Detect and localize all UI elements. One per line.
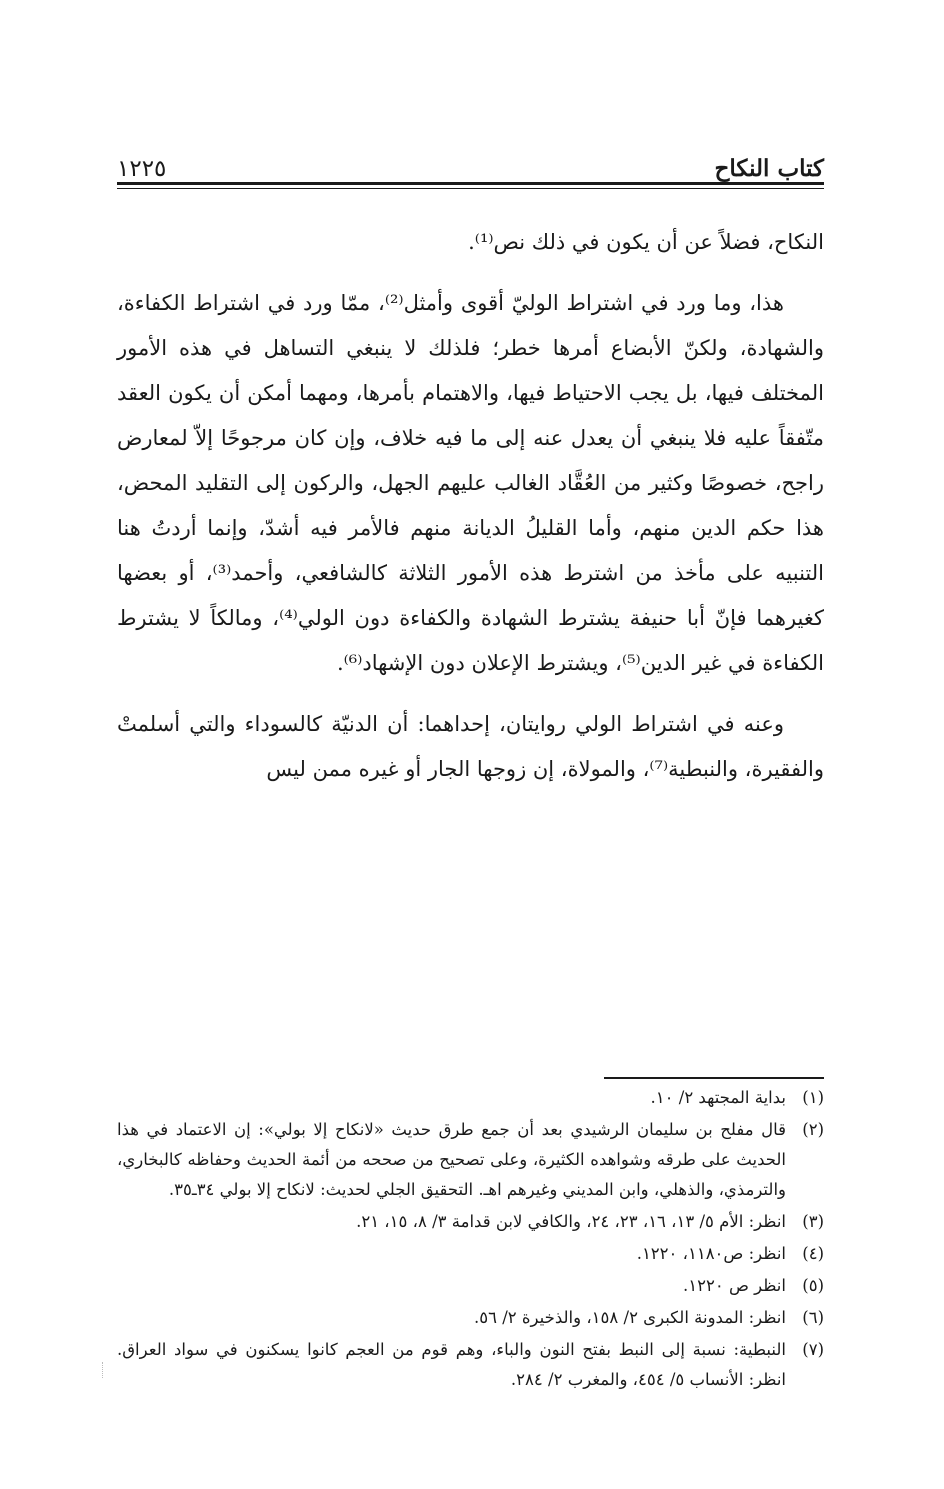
- footnote-number: (١): [802, 1088, 824, 1107]
- page-number: ١٢٢٥: [117, 156, 167, 182]
- footnote-text: انظر ص ١٢٢٠.: [683, 1276, 786, 1295]
- header-rule-thin: [117, 188, 824, 189]
- footnote-number: (٢): [802, 1120, 824, 1139]
- header-rule-thick: [117, 182, 824, 185]
- paragraph: وعنه في اشتراط الولي روايتان، إحداهما: أن الدنيّة كالسوداء والتي أسلمتْ والفقيرة، والنبطية⁽⁷⁾، والمولاة، إن زوجها الجار أو غيره ممن ليس: [117, 712, 824, 781]
- footnote-number: (٧): [802, 1340, 824, 1359]
- footnote: [117, 1239, 824, 1269]
- footnotes: [117, 1083, 824, 1397]
- page-header: [117, 138, 824, 182]
- running-title: كتاب النكاح: [714, 155, 824, 182]
- footnote-text: قال مفلح بن سليمان الرشيدي بعد أن جمع طرق حديث «لانكاح إلا بولي»: إن الاعتماد في هذا الحديث على طرقه وشواهده الكثيرة، وعلى تصحيح من صححه من أئمة الحديث وحفاظه كالبخاري، والترمذي، والذهلي، وابن المديني وغيرهم اهـ. التحقيق الجلي لحديث: لانكاح إلا بولي ٣٤ـ٣٥.: [117, 1120, 786, 1199]
- footnote: [117, 1271, 824, 1301]
- footnote-text: انظر: الأم ٥/ ١٣، ١٦، ٢٣، ٢٤، والكافي لابن قدامة ٣/ ٨، ١٥، ٢١.: [356, 1212, 786, 1231]
- footnote-number: (٤): [802, 1244, 824, 1263]
- paragraph-continuation: النكاح، فضلاً عن أن يكون في ذلك نص⁽¹⁾.: [468, 230, 824, 254]
- footnote-text: انظر: ص١١٨٠، ١٢٢٠.: [636, 1244, 786, 1263]
- footnote-text: النبطية: نسبة إلى النبط بفتح النون والباء، وهم قوم من العجم كانوا يسكنون في سواد العراق. انظر: الأنساب ٥/ ٤٥٤، والمغرب ٢/ ٢٨٤.: [117, 1340, 786, 1389]
- footnote-number: (٣): [802, 1212, 824, 1231]
- main-text: [117, 220, 824, 792]
- footnote: [117, 1207, 824, 1237]
- footnote: [117, 1083, 824, 1113]
- footnote: [117, 1303, 824, 1333]
- paragraph: هذا، وما ورد في اشتراط الوليّ أقوى وأمثل⁽²⁾، ممّا ورد في اشتراط الكفاءة، والشهادة، ولكنّ الأبضاع أمرها خطر؛ فلذلك لا ينبغي التساهل في هذه الأمور المختلف فيها، بل يجب الاحتياط فيها، والاهتمام بأمرها، ومهما أمكن أن يكون العقد متّفقاً عليه فلا ينبغي أن يعدل عنه إلى ما فيه خلاف، وإن كان مرجوحًا إلاّ لمعارض راجح، خصوصًا وكثير من العُقَّاد الغالب عليهم الجهل، والركون إلى التقليد المحض، هذا حكم الدين منهم، وأما القليلُ الديانة منهم فالأمر فيه أشدّ، وإنما أردتُ هنا التنبيه على مأخذ من اشترط هذه الأمور الثلاثة كالشافعي، وأحمد⁽³⁾، أو بعضها كغيرهما فإنّ أبا حنيفة يشترط الشهادة والكفاءة دون الولي⁽⁴⁾، ومالكاً لا يشترط الكفاءة في غير الدين⁽⁵⁾، ويشترط الإعلان دون الإشهاد⁽⁶⁾.: [117, 291, 824, 675]
- footnote-text: بداية المجتهد ٢/ ١٠.: [650, 1088, 786, 1107]
- footnote: [117, 1335, 824, 1395]
- footnote: [117, 1115, 824, 1205]
- footnote-number: (٦): [802, 1308, 824, 1327]
- footnote-separator: [604, 1077, 824, 1079]
- scan-edge-mark: [102, 1362, 104, 1378]
- footnote-text: انظر: المدونة الكبرى ٢/ ١٥٨، والذخيرة ٢/ ٥٦.: [474, 1308, 786, 1327]
- footnote-number: (٥): [802, 1276, 824, 1295]
